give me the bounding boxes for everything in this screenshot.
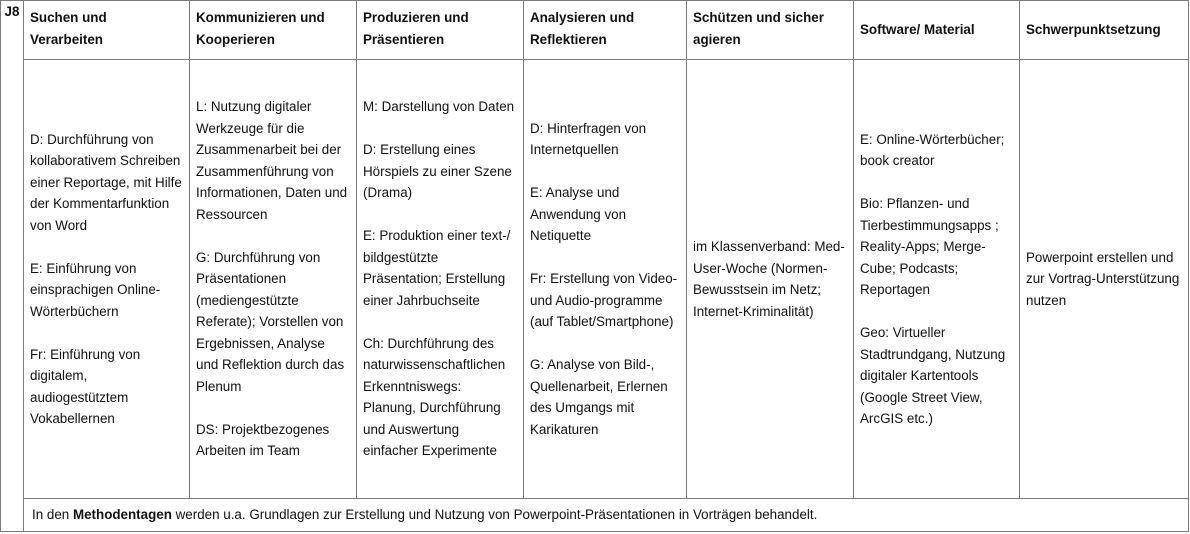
cell-entry: im Klassenverband: Med-User-Woche (Normen-Bewusstsein im Netz; Internet-Kriminalität) [693,239,845,319]
header-produzieren-praesentieren: Produzieren und Präsentieren [357,1,524,60]
cell-entry: E: Online-Wörterbücher; book creator [860,131,1005,168]
header-suchen-verarbeiten: Suchen und Verarbeiten [24,1,190,60]
cell-schwerpunktsetzung [1020,60,1189,499]
header-schuetzen-agieren: Schützen und sicher agieren [687,1,854,60]
cell-entry: D: Durchführung von kollaborativem Schreiben einer Reportage, mit Hilfe der Kommentarfunktion von Word [30,131,182,233]
header-kommunizieren-kooperieren: Kommunizieren und Kooperieren [190,1,357,60]
footer-bold-methodentage: Methodentagen [72,507,172,523]
cell-analysieren-reflektieren [524,60,687,499]
cell-entry: DS: Projektbezogenes Arbeiten im Team [196,421,330,459]
grade-label: J8 [1,1,24,532]
cell-entry: G: Analyse von Bild-, Quellenarbeit, Erlernen des Umgangs mit Karikaturen [530,357,668,437]
cell-entry: G: Durchführung von Präsentationen (mediengestützte Referate); Vorstellen von Ergebnissen, Analyse und Reflektion durch das Plenum [196,249,345,394]
header-schwerpunktsetzung: Schwerpunktsetzung [1020,1,1189,60]
cell-kommunizieren-kooperieren [190,60,357,499]
footer-row [1,499,1189,532]
header-row [1,1,1189,60]
cell-entry: E: Einführung von einsprachigen Online-Wörterbüchern [30,260,161,319]
cell-entry: L: Nutzung digitaler Werkzeuge für die Zusammenarbeit bei der Zusammenführung von Informationen, Daten und Ressourcen [196,99,348,222]
cell-entry: Fr: Einführung von digitalem, audiogestütztem Vokabellernen [30,346,141,426]
cell-software-material [854,60,1020,499]
cell-entry: D: Erstellung eines Hörspiels zu einer Szene (Drama) [363,142,512,201]
header-software-material: Software/ Material [854,1,1020,60]
cell-entry: Powerpoint erstellen und zur Vortrag-Unterstützung nutzen [1026,249,1180,308]
cell-entry: E: Produktion einer text-/ bildgestützte Präsentation; Erstellung einer Jahrbuchseite [363,228,511,308]
cell-entry: Ch: Durchführung des naturwissenschaftlichen Erkenntniswegs: Planung, Durchführung und Auswertung einfacher Experimente [363,335,506,459]
footer-text-before: In den [32,507,73,523]
footer-text-after: werden u.a. Grundlagen zur Erstellung und Nutzung von Powerpoint-Präsentationen in Vorträgen behandelt. [171,507,818,523]
cell-entry: Fr: Erstellung von Video- und Audio-programme (auf Tablet/Smartphone) [530,271,678,330]
cell-entry: Geo: Virtueller Stadtrundgang, Nutzung digitaler Kartentools (Google Street View, ArcGIS etc.) [860,325,1006,426]
footer-note [24,499,1189,532]
cell-suchen-verarbeiten [24,60,190,499]
cell-entry: M: Darstellung von Daten [363,99,515,115]
cell-schuetzen-agieren [687,60,854,499]
cell-entry: D: Hinterfragen von Internetquellen [530,120,647,158]
header-analysieren-reflektieren: Analysieren und Reflektieren [524,1,687,60]
cell-entry: Bio: Pflanzen- und Tierbestimmungsapps ; Reality-Apps; Merge-Cube; Podcasts; Reportagen [860,196,999,297]
cell-produzieren-praesentieren [357,60,524,499]
content-row [1,60,1189,499]
cell-entry: E: Analyse und Anwendung von Netiquette [530,185,627,244]
